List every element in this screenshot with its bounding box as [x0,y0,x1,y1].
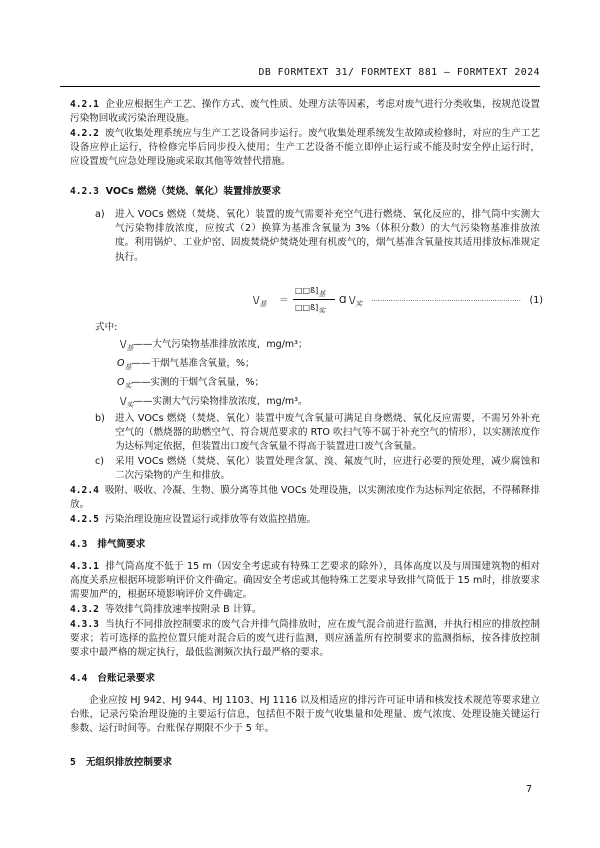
formula-rhs: $\backslash/_实$ [349,295,363,308]
clause-4-2-2 [70,127,540,170]
clause-text: 污染治理设施应设置运行或排放等有效监控措施。 [105,514,317,525]
section-title: 无组织排放控制要求 [85,757,173,768]
var-def-1: $\backslash/_基——$大气污染物基准排放浓度，mg/m³； [120,339,308,352]
clause-number: 4.2.1 [70,99,99,110]
formula-1 [253,284,543,318]
fraction-bar [293,299,335,300]
clause-number: 4.2.2 [70,128,99,139]
formula-lhs: $\backslash/_基$ [253,295,267,308]
clause-text: 当执行不同排放控制要求的废气合并排气筒排放时，应在废气混合前进行监测，并执行相应的排放控制要求；若可选择的监控位置只能对混合后的废气进行监测，则应涵盖所有控制要求的监测指标，按各排放控制要求中最严格的规定执行，最低监测频次执行最严格的要求。 [70,619,540,659]
where-label: 式中: [95,322,118,333]
section-number: 4.4 [70,673,88,684]
section-4-4-text: 企业应按 HJ 942、HJ 944、HJ 1103、HJ 1116 以及相适应的排污许可证申请和核发技术规范等要求建立台账，记录污染治理设施的主要运行信息，包括但不限于废气收集量和处理量、废气浓度、处理设施关键运行参数、运行时间等。台账保存期限不少于 5 年。 [70,695,540,735]
header-rule [60,86,540,87]
clause-text: 等效排气筒排放速率按附录 B 计算。 [105,604,262,615]
clause-4-2-1 [70,98,540,126]
clause-number: 4.2.4 [70,485,99,496]
clause-text: 吸附、吸收、冷凝、生物、膜分离等其他 VOCs 处理设施，以实测浓度作为达标判定依据，不得稀释排放。 [70,485,540,511]
clause-4-2-5 [70,513,540,527]
clause-4-3-1 [70,560,540,603]
clause-title: VOCs 燃烧（焚烧、氧化）装置排放要求 [105,186,281,197]
page-header: DB FORMTEXT 31/ FORMTEXT 881 — FORMTEXT 2024 [258,67,540,78]
formula-leader-dots: …………………………………………………………… [371,295,521,303]
clause-number: 4.3.1 [70,561,99,572]
var-def-3: $O_实——$实测的干烟气含氧量，%； [117,377,265,390]
section-title: 台账记录要求 [97,673,155,684]
clause-4-3-3 [70,618,540,661]
var-def-4: $\backslash/_实——$实测大气污染物排放浓度，mg/m³。 [120,396,308,409]
clause-number: 4.3.2 [70,604,99,615]
item-c-text: 采用 VOCs 燃烧（焚烧、氧化）装置处理含氯、溴、氟废气时，应进行必要的预处理，减少腐蚀和二次污染物的产生和排放。 [115,456,540,482]
section-4-4-heading [70,672,540,686]
formula-times: Ɑ [339,295,347,306]
clause-text: 企业应根据生产工艺、操作方式、废气性质、处理方法等因素，考虑对废气进行分类收集，按规范设置污染物回收或污染治理设施。 [70,99,540,125]
section-4-3-heading [70,538,540,552]
formula-equals: ＝ [279,295,289,306]
var-def-2: $O_基——$干烟气基准含氧量，%； [117,358,255,371]
item-b-label: b) [95,413,105,424]
section-number: 5 [70,757,76,768]
section-title: 排气筒要求 [97,539,146,550]
clause-4-2-4 [70,484,540,512]
clause-4-3-2 [70,603,540,617]
item-a-text: 进入 VOCs 燃烧（焚烧、氧化）装置的废气需要补充空气进行燃烧、氧化反应的，排气筒中实测大气污染物排放浓度，应按式（2）换算为基准含氧量为 3%（体积分数）的大气污染物基准排放浓度。利用锅炉、工业炉窑、固废焚烧炉焚烧处理有机废气的，烟气基准含氧量按其适用排放标准规定执行。 [115,209,540,263]
section-5-heading [70,756,540,770]
clause-text: 废气收集处理系统应与生产工艺设备同步运行。废气收集处理系统发生故障或检修时，对应的生产工艺设备应停止运行，待检修完毕后同步投入使用；生产工艺设备不能立即停止运行或不能及时安全停止运行时，应设置废气应急处理设施或采取其他等效替代措施。 [70,128,540,168]
clause-4-2-3-heading [70,185,540,199]
clause-number: 4.3.3 [70,619,99,630]
clause-number: 4.2.3 [70,186,99,197]
item-a-label: a) [95,209,105,220]
formula-denominator: □□ß]实 [295,303,326,315]
formula-numerator: □□ß]基 [295,286,326,298]
item-c-label: c) [95,456,105,467]
formula-number: (1) [529,295,543,306]
clause-number: 4.2.5 [70,514,99,525]
section-number: 4.3 [70,539,88,550]
page-number: 7 [525,784,532,795]
item-b-text: 进入 VOCs 燃烧（焚烧、氧化）装置中废气含氧量可满足自身燃烧、氧化反应需要，不需另外补充空气的（燃烧器的助燃空气、符合规范要求的 RTO 吹扫气等不属于补充空气的情形），以实测浓度作为达标判定依据，但装置出口废气含氧量不得高于装置进口废气含氧量。 [115,413,540,453]
clause-text: 排气筒高度不低于 15 m（因安全考虑或有特殊工艺要求的除外），具体高度以及与周围建筑物的相对高度关系应根据环境影响评价文件确定。确因安全考虑或其他特殊工艺要求导致排气筒低于 15 m时，排放要求需要加严的，根据环境影响评价文件确定。 [70,561,540,601]
